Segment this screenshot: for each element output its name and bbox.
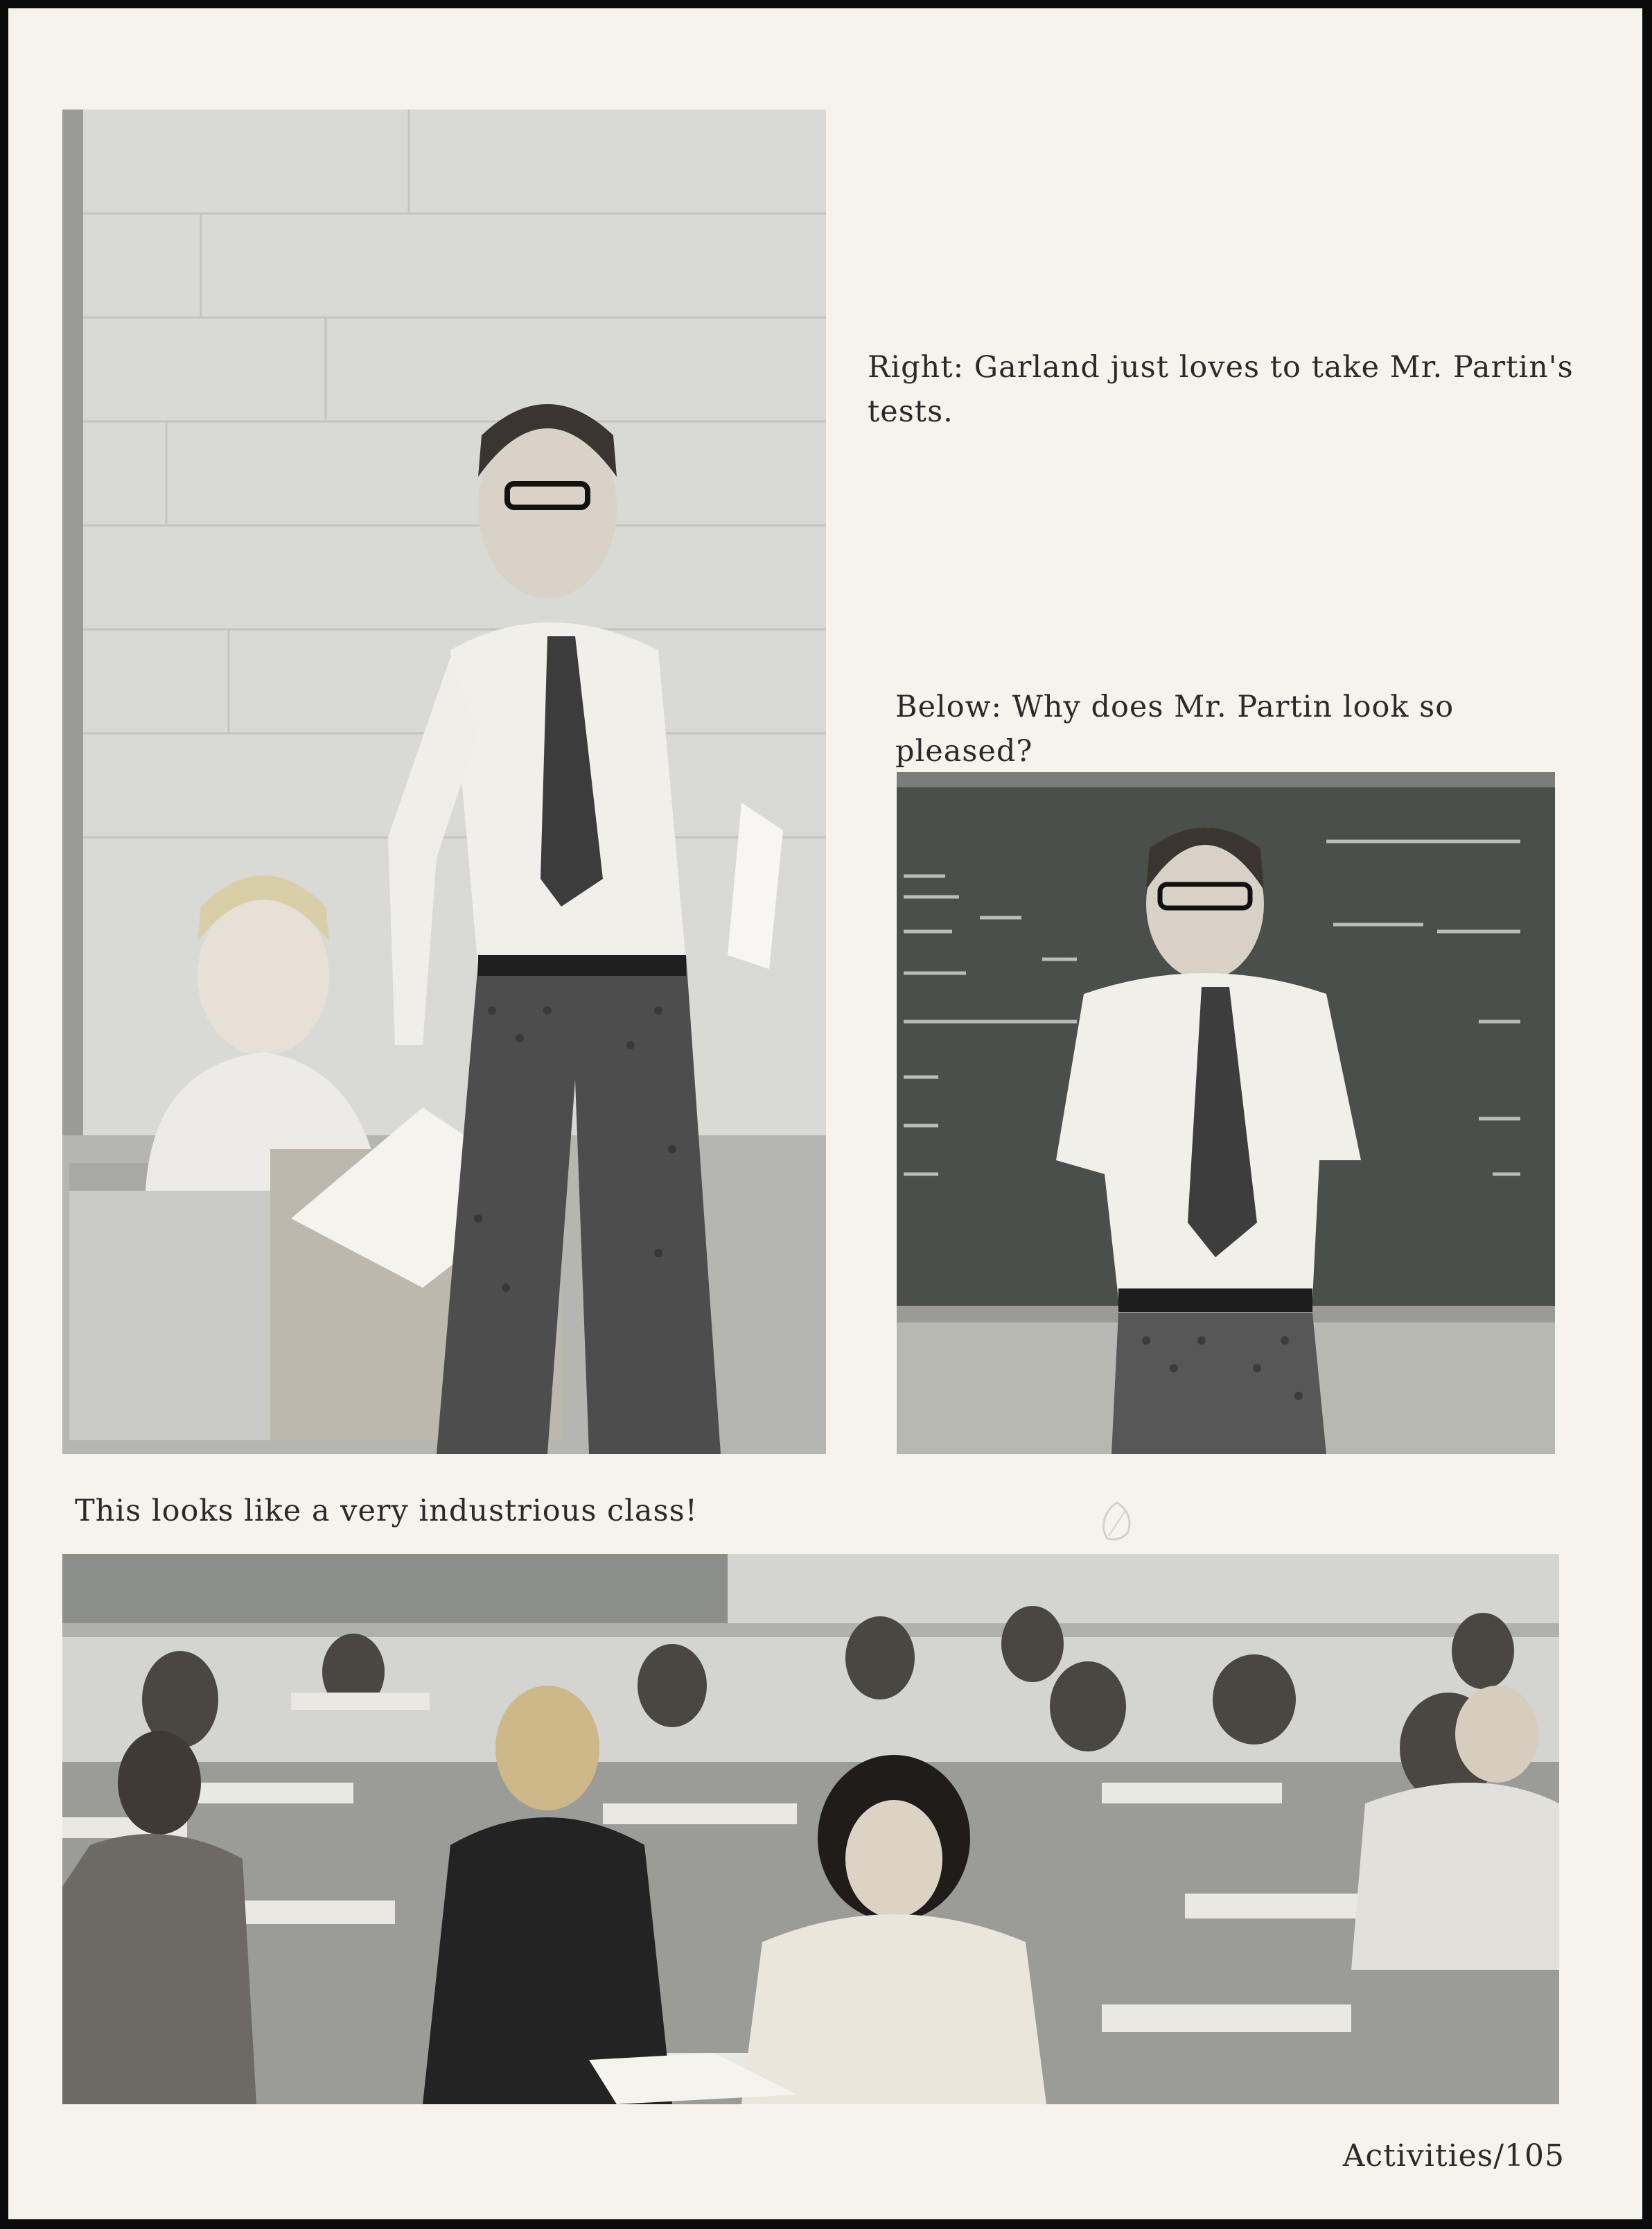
caption-below: Below: Why does Mr. Partin look so pleased? <box>895 690 1455 769</box>
yearbook-page <box>8 8 1642 2219</box>
teacher-at-chalkboard-photo <box>897 772 1555 1454</box>
teacher-handing-papers-photo <box>62 110 826 1454</box>
classroom-students-photo <box>62 1554 1559 2104</box>
leaf-emboss-icon <box>1098 1500 1136 1544</box>
caption-right: Right: Garland just loves to take Mr. Partin's tests. <box>868 350 1574 429</box>
page-folio: Activities/105 <box>1342 2138 1565 2174</box>
caption-class: This looks like a very industrious class! <box>75 1494 698 1528</box>
